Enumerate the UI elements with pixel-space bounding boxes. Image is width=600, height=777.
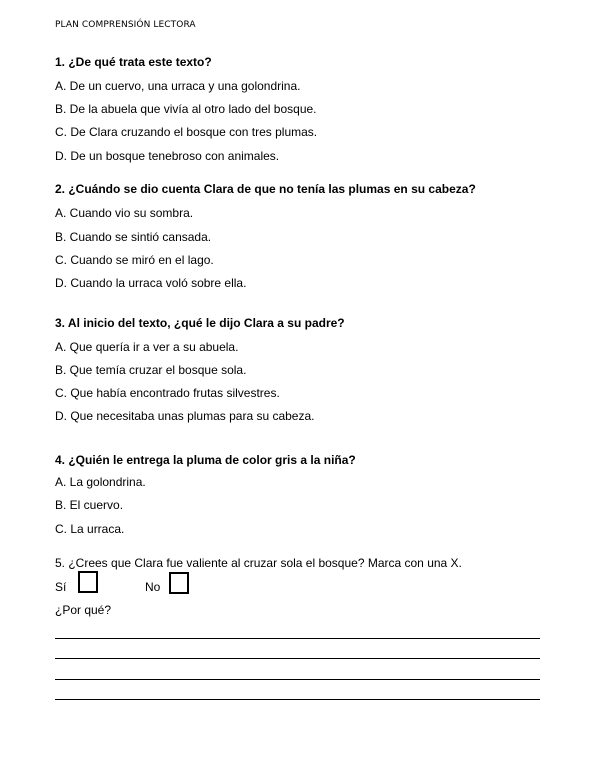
q4-option-a: A. La golondrina. (55, 475, 146, 489)
q4-option-b: B. El cuervo. (55, 498, 124, 512)
answer-line-1[interactable] (55, 638, 540, 639)
q2-option-d: D. Cuando la urraca voló sobre ella. (55, 276, 247, 290)
no-checkbox[interactable] (169, 572, 189, 594)
q2-option-a: A. Cuando vio su sombra. (55, 206, 194, 220)
question-3: 3. Al inicio del texto, ¿qué le dijo Clara a su padre? (55, 316, 345, 330)
answer-line-4[interactable] (55, 699, 540, 700)
q1-option-a: A. De un cuervo, una urraca y una golondrina. (55, 79, 301, 93)
q3-option-b: B. Que temía cruzar el bosque sola. (55, 363, 247, 377)
answer-line-2[interactable] (55, 658, 540, 659)
q3-option-c: C. Que había encontrado frutas silvestres. (55, 386, 280, 400)
no-label: No (145, 580, 161, 594)
question-4: 4. ¿Quién le entrega la pluma de color gris a la niña? (55, 453, 356, 467)
q1-option-b: B. De la abuela que vivía al otro lado del bosque. (55, 102, 317, 116)
q3-option-a: A. Que quería ir a ver a su abuela. (55, 340, 239, 354)
q4-option-c: C. La urraca. (55, 522, 125, 536)
q2-option-b: B. Cuando se sintió cansada. (55, 230, 212, 244)
question-1: 1. ¿De qué trata este texto? (55, 55, 212, 69)
yes-label: Sí (55, 580, 67, 594)
question-2: 2. ¿Cuándo se dio cuenta Clara de que no tenía las plumas en su cabeza? (55, 182, 476, 196)
question-5: 5. ¿Crees que Clara fue valiente al cruzar sola el bosque? Marca con una X. (55, 556, 462, 570)
q2-option-c: C. Cuando se miró en el lago. (55, 253, 214, 267)
q3-option-d: D. Que necesitaba unas plumas para su cabeza. (55, 409, 315, 423)
answer-line-3[interactable] (55, 679, 540, 680)
q1-option-c: C. De Clara cruzando el bosque con tres plumas. (55, 125, 318, 139)
yes-checkbox[interactable] (78, 571, 98, 593)
page-header: PLAN COMPRENSIÓN LECTORA (55, 20, 196, 30)
q1-option-d: D. De un bosque tenebroso con animales. (55, 149, 280, 163)
why-label: ¿Por qué? (55, 603, 112, 617)
